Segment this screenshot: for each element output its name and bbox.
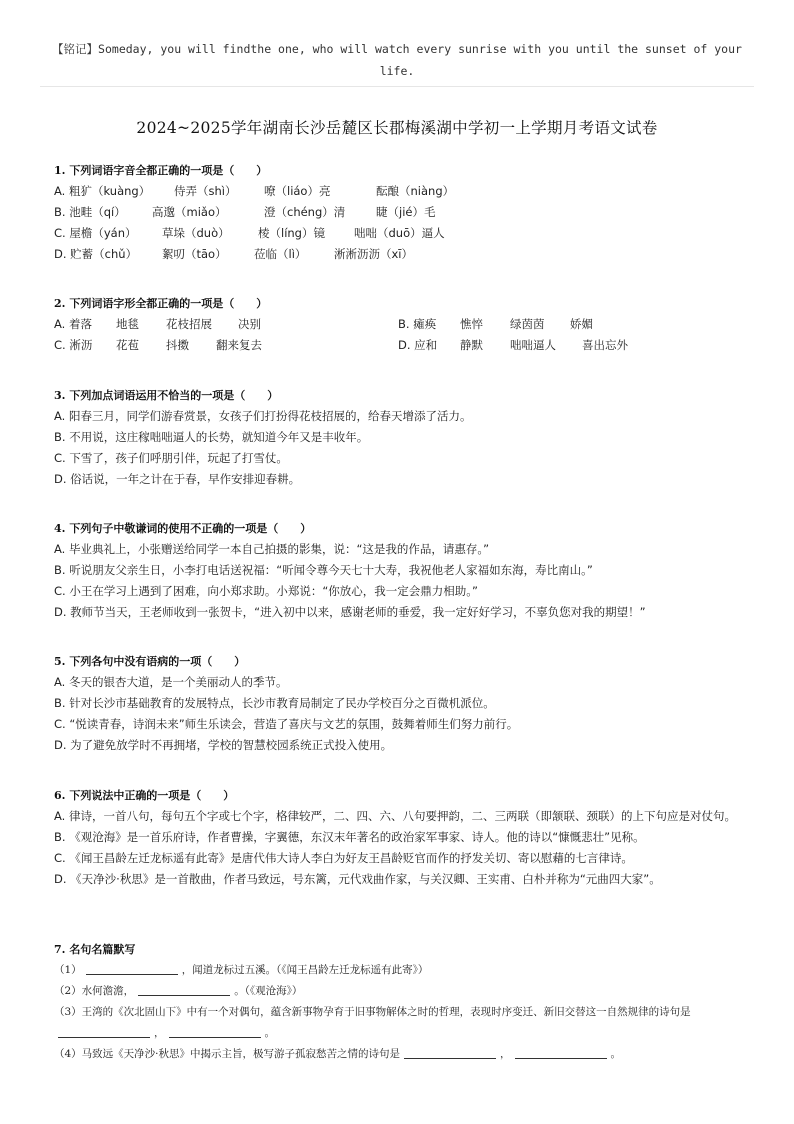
question-7-line-3 — [54, 1002, 754, 1044]
option-word: 高邈（miǎo） — [152, 205, 227, 219]
question-6 — [54, 786, 754, 890]
question-4-option-b: B. 听说朋友父亲生日，小李打电话送祝福：“听闻令尊今天七十大寿，我祝他老人家福如东海，寿比南山。” — [54, 563, 593, 577]
option-word: 淅淅沥沥（xī） — [334, 247, 413, 261]
option-word: D. 贮蓄（chǔ） — [54, 247, 138, 261]
line-suffix: 。（《观沧海》） — [234, 985, 303, 997]
question-4-option-d: D. 教师节当天，王老师收到一张贺卡，“进入初中以来，感谢老师的垂爱，我一定好好学习，不辜负您对我的期望！” — [54, 605, 646, 619]
question-6-stem: 6. 下列说法中正确的一项是（ ） — [54, 789, 235, 802]
line-prefix: （2）水何澹澹， — [54, 985, 135, 997]
option-word: 憔悴 — [460, 317, 483, 331]
option-word: D. 应和 — [398, 338, 438, 352]
question-7-line-2 — [54, 981, 754, 1002]
answer-blank[interactable] — [515, 1046, 607, 1059]
question-5-option-b: B. 针对长沙市基础教育的发展特点，长沙市教育局制定了民办学校百分之百微机派位。 — [54, 696, 495, 710]
question-3-option-a: A. 阳春三月，同学们游春赏景，女孩子们打扮得花枝招展的，给春天增添了活力。 — [54, 409, 472, 423]
question-7-line-4 — [54, 1044, 754, 1065]
question-6-option-d: D. 《天净沙·秋思》是一首散曲，作者马致远，号东篱，元代戏曲作家，与关汉卿、王实甫、白朴并称为“元曲四大家”。 — [54, 872, 661, 886]
question-2-option-a — [54, 314, 398, 335]
question-4-option-c: C. 小王在学习上遇到了困难，向小郑求助。小郑说：“你放心，我一定会鼎力相助。” — [54, 584, 479, 598]
question-4-option-a: A. 毕业典礼上，小张赠送给同学一本自己拍摄的影集，说：“这是我的作品，请惠存。” — [54, 542, 490, 556]
question-2-row-1 — [54, 314, 754, 335]
option-word: C. 屋檐（yán） — [54, 226, 137, 240]
question-2 — [54, 294, 754, 356]
question-7-stem: 7. 名句名篇默写 — [54, 943, 136, 956]
option-word: 翻来复去 — [216, 338, 262, 352]
line-separator: ， — [500, 1048, 511, 1060]
question-2-stem: 2. 下列词语字形全都正确的一项是（ ） — [54, 297, 268, 310]
option-word: 花苞 — [116, 338, 139, 352]
answer-blank[interactable] — [138, 983, 230, 996]
question-5-option-d: D. 为了避免放学时不再拥堵，学校的智慧校园系统正式投入使用。 — [54, 738, 393, 752]
question-1 — [54, 161, 754, 265]
question-6-option-b: B. 《观沧海》是一首乐府诗，作者曹操，字翼德，东汉末年著名的政治家军事家、诗人。他的诗以“慷慨悲壮”见称。 — [54, 830, 645, 844]
question-3 — [54, 386, 754, 490]
line-text: （4）马致远《天净沙·秋思》中揭示主旨，极写游子孤寂愁苦之情的诗句是 — [54, 1048, 401, 1060]
answer-blank[interactable] — [58, 1025, 150, 1038]
line-text: （3）王湾的《次北固山下》中有一个对偶句，蕴含新事物孕育于旧事物解体之时的哲理，表现时序变迁、新旧交替这一自然规律的诗句是 — [54, 1006, 691, 1018]
option-word: A. 着落 — [54, 317, 92, 331]
option-word: C. 淅沥 — [54, 338, 93, 352]
question-1-option-b — [54, 202, 754, 223]
question-2-option-b — [398, 314, 593, 335]
option-word: 地毯 — [116, 317, 139, 331]
option-word: 侍弄（shì） — [174, 184, 237, 198]
option-word: 静默 — [460, 338, 483, 352]
option-word: 棱（líng）镜 — [258, 226, 325, 240]
question-4 — [54, 519, 754, 623]
question-5-option-a: A. 冬天的银杏大道，是一个美丽动人的季节。 — [54, 675, 288, 689]
question-2-row-2 — [54, 335, 754, 356]
option-word: A. 粗犷（kuàng） — [54, 184, 151, 198]
question-3-option-b: B. 不用说，这庄稼咄咄逼人的长势，就知道今年又是丰收年。 — [54, 430, 369, 444]
option-word: 绿茵茵 — [510, 317, 545, 331]
option-word: 喜出忘外 — [582, 338, 628, 352]
option-word: 嘹（liáo）亮 — [264, 184, 331, 198]
question-6-option-a: A. 律诗，一首八句，每句五个字或七个字，格律较严，二、四、六、八句要押韵，二、三两联（即颔联、颈联）的上下句应是对仗句。 — [54, 809, 736, 823]
question-7 — [54, 940, 754, 1065]
answer-blank[interactable] — [169, 1025, 261, 1038]
exam-title: 2024~2025学年湖南长沙岳麓区长郡梅溪湖中学初一上学期月考语文试卷 — [136, 119, 658, 137]
question-7-line-1 — [54, 960, 754, 981]
line-separator: ， — [154, 1027, 165, 1039]
line-end: 。 — [264, 1027, 275, 1039]
option-word: 睫（jié）毛 — [376, 205, 436, 219]
question-3-option-c: C. 下雪了，孩子们呼朋引伴，玩起了打雪仗。 — [54, 451, 288, 465]
option-word: 絮叨（tāo） — [162, 247, 227, 261]
question-5-stem: 5. 下列各句中没有语病的一项（ ） — [54, 655, 246, 668]
question-1-option-c — [54, 223, 754, 244]
option-word: 咄咄（duō）逼人 — [354, 226, 445, 240]
question-2-option-d — [398, 335, 628, 356]
option-word: 草垛（duò） — [162, 226, 230, 240]
question-3-stem: 3. 下列加点词语运用不恰当的一项是（ ） — [54, 389, 279, 402]
option-word: 决别 — [238, 317, 261, 331]
question-4-stem: 4. 下列句子中敬谦词的使用不正确的一项是（ ） — [54, 522, 312, 535]
answer-blank[interactable] — [86, 962, 178, 975]
option-word: 酝酿（niàng） — [376, 184, 455, 198]
option-word: 花枝招展 — [166, 317, 212, 331]
option-word: 抖擞 — [166, 338, 189, 352]
question-5 — [54, 652, 754, 756]
header-divider — [40, 86, 754, 87]
answer-blank[interactable] — [404, 1046, 496, 1059]
option-word: B. 瘫痪 — [398, 317, 437, 331]
option-word: B. 池畦（qí） — [54, 205, 126, 219]
line-prefix: （1） — [54, 964, 82, 976]
line-end: 。 — [610, 1048, 622, 1060]
option-word: 莅临（lì） — [254, 247, 307, 261]
question-6-option-c: C. 《闻王昌龄左迁龙标遥有此寄》是唐代伟大诗人李白为好友王昌龄贬官而作的抒发关切、寄以慰藉的七言律诗。 — [54, 851, 633, 865]
option-word: 澄（chéng）清 — [264, 205, 346, 219]
option-word: 娇媚 — [570, 317, 593, 331]
motto-header: 【铭记】Someday, you will findthe one, who will watch every sunrise with you until the sunset of your life. — [52, 42, 742, 78]
question-1-stem: 1. 下列词语字音全都正确的一项是（ ） — [54, 164, 268, 177]
question-5-option-c: C. “悦读青春，诗润未来”师生乐读会，营造了喜庆与文艺的氛围，鼓舞着师生们努力前行。 — [54, 717, 519, 731]
line-suffix: ，闻道龙标过五溪。（《闻王昌龄左迁龙标遥有此寄》） — [181, 964, 429, 976]
question-1-option-d — [54, 244, 754, 265]
question-2-option-c — [54, 335, 398, 356]
question-3-option-d: D. 俗话说，一年之计在于春，早作安排迎春耕。 — [54, 472, 301, 486]
question-1-option-a — [54, 181, 754, 202]
option-word: 咄咄逼人 — [510, 338, 556, 352]
